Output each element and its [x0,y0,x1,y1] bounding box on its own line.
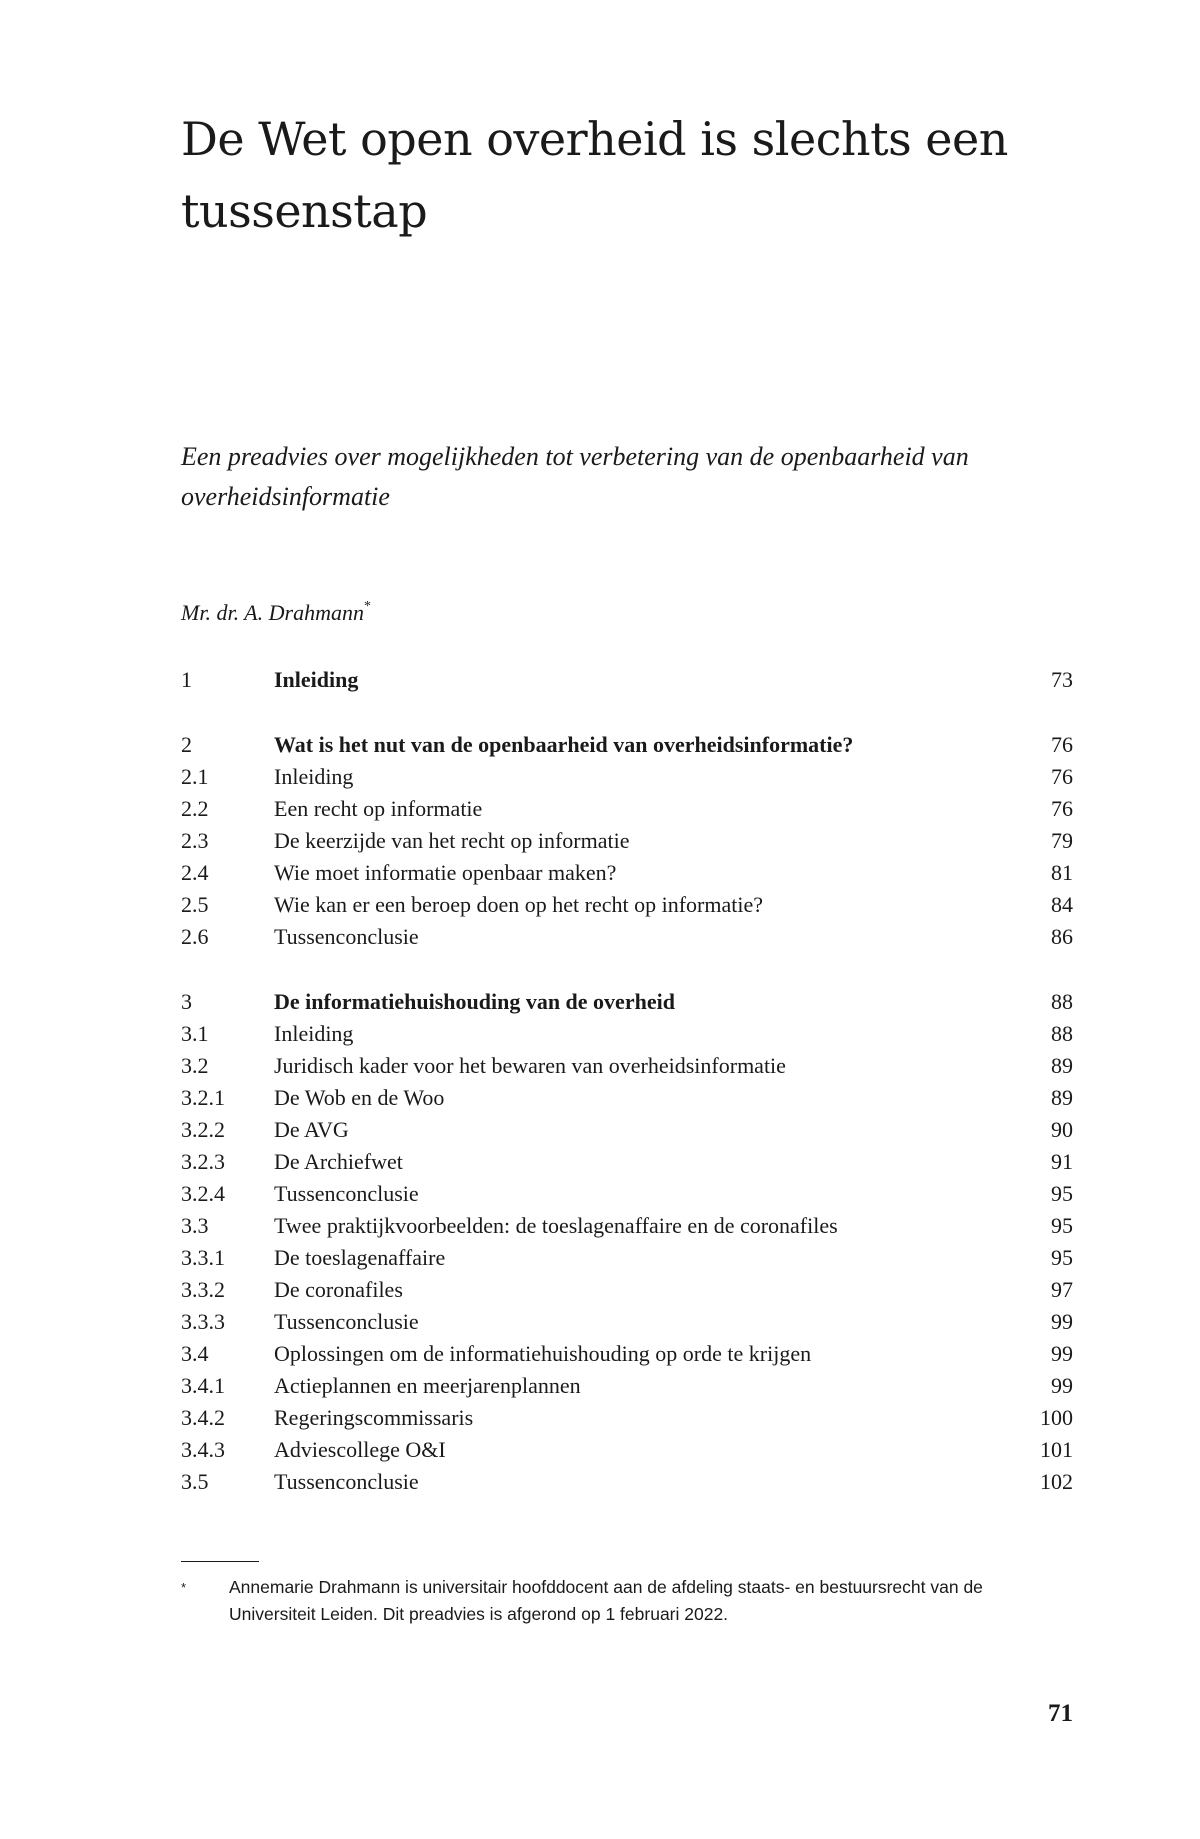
toc-entry-page: 84 [1051,892,1073,917]
author-name: Mr. dr. A. Drahmann [181,600,364,625]
toc-entry-label: Een recht op informatie [274,796,483,821]
toc-entry-label: Wie moet informatie openbaar maken? [274,860,617,885]
toc-entry-label: Tussenconclusie [274,1469,419,1494]
toc-entry [181,1338,1073,1370]
toc-entry-label: Oplossingen om de informatiehuishouding op orde te krijgen [274,1341,812,1366]
toc-entry [181,889,1073,921]
toc-entry-number: 2 [181,732,192,757]
toc-entry [181,1306,1073,1338]
toc-entry-label: Adviescollege O&I [274,1437,446,1462]
toc-entry [181,825,1073,857]
toc-entry-page: 102 [1040,1469,1073,1494]
document-title: De Wet open overheid is slechts een tussenstap [181,112,1008,238]
toc-entry-label: Inleiding [274,1021,354,1046]
toc-entry-number: 1 [181,667,192,692]
toc-entry-label: Inleiding [274,667,359,692]
toc-entry-number: 3.4.1 [181,1373,225,1398]
toc-entry-number: 3.3.3 [181,1309,225,1334]
toc-entry-page: 86 [1051,924,1073,949]
toc-entry-label: Wie kan er een beroep doen op het recht op informatie? [274,892,764,917]
toc-entry-page: 101 [1040,1437,1073,1462]
toc-entry-label: De toeslagenaffaire [274,1245,446,1270]
toc-entry-page: 90 [1051,1117,1073,1142]
toc-entry-label: De AVG [274,1117,349,1142]
toc-entry [181,1146,1073,1178]
toc-entry-page: 95 [1051,1245,1073,1270]
toc-entry [181,1402,1073,1434]
toc-entry [181,857,1073,889]
toc-entry [181,1178,1073,1210]
toc-entry-page: 95 [1051,1213,1073,1238]
toc-entry-label: Regeringscommissaris [274,1405,474,1430]
toc-entry-page: 99 [1051,1373,1073,1398]
toc-entry-page: 89 [1051,1085,1073,1110]
toc-entry-number: 2.6 [181,924,209,949]
toc-entry-number: 3.4 [181,1341,209,1366]
toc-entry-page: 76 [1051,732,1073,757]
toc-entry-page: 91 [1051,1149,1073,1174]
toc-entry [181,1274,1073,1306]
toc-entry [181,1082,1073,1114]
toc-entry-page: 76 [1051,764,1073,789]
toc-entry [181,1370,1073,1402]
toc-entry-page: 73 [1051,667,1073,692]
toc-entry-number: 2.2 [181,796,209,821]
toc-entry-page: 89 [1051,1053,1073,1078]
toc-entry-label: De Archiefwet [274,1149,403,1174]
toc-entry-page: 76 [1051,796,1073,821]
toc-entry-label: De informatiehuishouding van de overheid [274,989,675,1014]
toc-entry-number: 3.2.4 [181,1181,225,1206]
toc-entry-label: Twee praktijkvoorbeelden: de toeslagenaffaire en de coronafiles [274,1213,838,1238]
toc-entry-page: 99 [1051,1341,1073,1366]
toc-entry-label: De keerzijde van het recht op informatie [274,828,630,853]
toc-entry-label: Actieplannen en meerjarenplannen [274,1373,581,1398]
toc-entry [181,1210,1073,1242]
toc-entry-page: 88 [1051,1021,1073,1046]
toc-entry-page: 81 [1051,860,1073,885]
toc-entry [181,1242,1073,1274]
toc-entry-number: 3.2.1 [181,1085,225,1110]
toc-entry-number: 3.4.3 [181,1437,225,1462]
toc-entry-label: Tussenconclusie [274,1309,419,1334]
toc-entry-number: 3.2 [181,1053,209,1078]
toc-entry-number: 3.4.2 [181,1405,225,1430]
author-footnote-marker: * [363,599,371,614]
toc-entry-number: 2.3 [181,828,209,853]
toc-entry-label: Wat is het nut van de openbaarheid van overheidsinformatie? [274,732,854,757]
footnote-text: Annemarie Drahmann is universitair hoofddocent aan de afdeling staats- en bestuursrecht van de Universiteit Leiden. Dit preadvies is afgerond op 1 februari 2022. [229,1577,983,1624]
footnote-divider [181,1561,259,1562]
author-line [181,598,371,628]
toc-entry-number: 2.5 [181,892,209,917]
toc-entry-number: 2.4 [181,860,209,885]
toc-entry [181,1466,1073,1498]
toc-entry-number: 3.3.2 [181,1277,225,1302]
toc-entry-label: Tussenconclusie [274,1181,419,1206]
toc-entry [181,1018,1073,1050]
page-number: 71 [1048,1700,1073,1727]
toc-entry-label: Tussenconclusie [274,924,419,949]
toc-entry [181,793,1073,825]
toc-entry [181,1114,1073,1146]
toc-entry-label: Inleiding [274,764,354,789]
toc-entry-number: 3 [181,989,192,1014]
toc-entry [181,729,1073,761]
toc-entry-number: 3.2.3 [181,1149,225,1174]
toc-entry-number: 3.3 [181,1213,209,1238]
toc-entry [181,921,1073,953]
toc-entry-label: Juridisch kader voor het bewaren van overheidsinformatie [274,1053,786,1078]
toc-entry-number: 3.1 [181,1021,209,1046]
toc-entry [181,664,1073,696]
toc-entry [181,761,1073,793]
footnote-marker: * [181,1580,187,1595]
toc-entry-page: 100 [1040,1405,1073,1430]
toc-entry-page: 97 [1051,1277,1073,1302]
toc-entry [181,986,1073,1018]
toc-entry [181,1434,1073,1466]
toc-entry-number: 3.2.2 [181,1117,225,1142]
toc-entry-number: 2.1 [181,764,209,789]
document-subtitle: Een preadvies over mogelijkheden tot verbetering van de openbaarheid van overheidsinformatie [181,442,969,511]
toc-entry-page: 88 [1051,989,1073,1014]
toc-entry [181,1050,1073,1082]
toc-entry-number: 3.3.1 [181,1245,225,1270]
toc-entry-page: 79 [1051,828,1073,853]
toc-entry-label: De Wob en de Woo [274,1085,445,1110]
toc-entry-number: 3.5 [181,1469,209,1494]
toc-entry-page: 95 [1051,1181,1073,1206]
toc-entry-label: De coronafiles [274,1277,403,1302]
toc-entry-page: 99 [1051,1309,1073,1334]
